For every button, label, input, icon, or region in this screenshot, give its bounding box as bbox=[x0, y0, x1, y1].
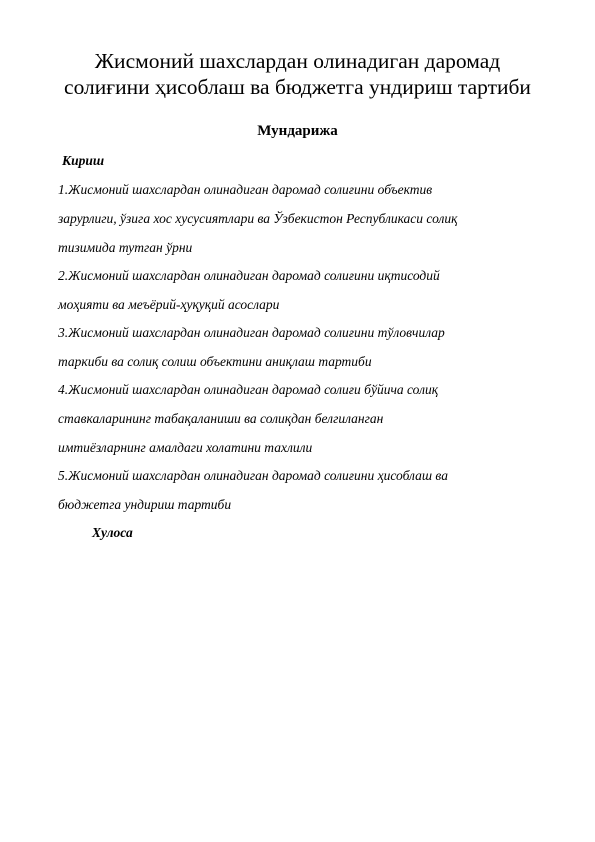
toc-line: 1.Жисмоний шахслардан олинадиган даромад солиғини объектив bbox=[58, 182, 433, 197]
toc-line: имтиёзларнинг амалдаги холатини тахлили bbox=[58, 440, 313, 455]
document-title-line-2: солиғини ҳисоблаш ва бюджетга ундириш тартиби bbox=[64, 75, 531, 99]
toc-line: 4.Жисмоний шахслардан олинадиган даромад солиғи бўйича солиқ bbox=[58, 382, 439, 397]
toc-conclusion: Хулоса bbox=[92, 525, 133, 540]
toc-line: ставкаларининг табақаланиши ва солиқдан белгиланган bbox=[58, 411, 384, 426]
toc-line: таркиби ва солиқ солиш объектини аниқлаш тартиби bbox=[58, 354, 372, 369]
toc-line: бюджетга ундириш тартиби bbox=[58, 497, 232, 512]
toc-line: тизимида тутган ўрни bbox=[58, 240, 193, 255]
toc-line: 3.Жисмоний шахслардан олинадиган даромад солиғини тўловчилар bbox=[58, 325, 445, 340]
document-title-line-1: Жисмоний шахслардан олинадиган даромад bbox=[94, 49, 501, 73]
toc-heading: Мундарижа bbox=[257, 123, 338, 139]
toc-intro: Кириш bbox=[62, 153, 105, 168]
toc-line: зарурлиги, ўзига хос хусусиятлари ва Ўзбекистон Республикаси солиқ bbox=[58, 211, 458, 226]
toc-line: 5.Жисмоний шахслардан олинадиган даромад солиғини ҳисоблаш ва bbox=[58, 468, 448, 483]
toc-line: 2.Жисмоний шахслардан олинадиган даромад солиғини иқтисодий bbox=[58, 268, 440, 283]
toc-line: моҳияти ва меъёрий-ҳуқуқий асослари bbox=[58, 297, 280, 312]
